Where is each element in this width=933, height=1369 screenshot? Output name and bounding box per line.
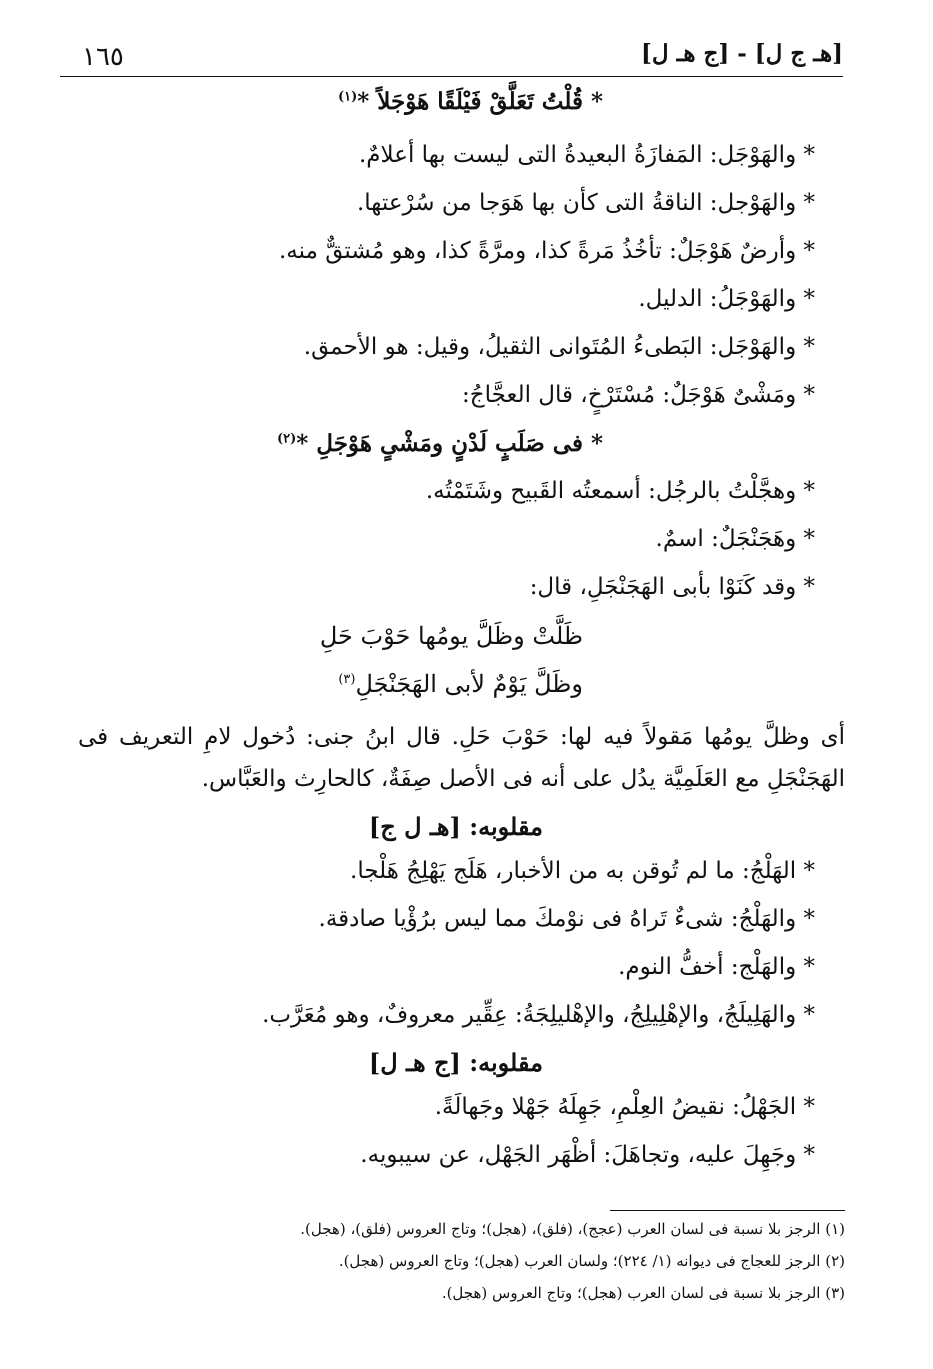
- entry-line: * والهَوْجَل: البَطىءُ المُتَوانى الثقيلُ، وقيل: هو الأحمق.: [303, 334, 815, 360]
- entry-line: * وجَهِلَ عليه، وتجاهَلَ: أظْهَر الجَهْل، عن سيبويه.: [360, 1142, 815, 1168]
- poem-verse: [338, 670, 583, 698]
- poem-verse: ظَلَّتْ وظَلَّ يومُها حَوْبَ حَلِ: [319, 622, 583, 650]
- entry-line: * ومَشْىٌ هَوْجَلٌ: مُسْتَرْخٍ، قال العجَّاجُ:: [462, 382, 815, 408]
- paragraph: أى وظلَّ يومُها مَقولاً فيه لها: حَوْبَ حَلِ. قال ابنُ جنى: دُخول لامِ التعريف فى الهَجَنْجَلِ مع العَلَمِيَّة يدُل على أنه فى الأصل صِفَةٌ، كالحارِث والعَبَّاس.: [78, 724, 845, 792]
- footnote-divider: [610, 1210, 845, 1211]
- running-head: [هـ ج ل] - [ج هـ ل]: [641, 40, 843, 67]
- entry-line: * الهَلْجُ: ما لم تُوقن به من الأخبار، هَلَج يَهْلِجُ هَلْجا.: [350, 858, 815, 884]
- page-header: [60, 36, 843, 77]
- entry-line: * وقد كَنَوْا بأبى الهَجَنْجَلِ، قال:: [529, 574, 815, 600]
- verse-text: * قُلْتُ تَعَلَّقْ فَيْلَقًا هَوْجَلاً *: [357, 88, 603, 115]
- footnote: (١) الرجز بلا نسبة فى لسان العرب (عجج)، (فلق)، (هجل)؛ وتاج العروس (فلق)، (هجل).: [300, 1220, 845, 1238]
- entry-line: * وهجَّلْتُ بالرجُل: أسمعتُه القَبيح وشَتَمْتُه.: [425, 478, 815, 504]
- footnote: (٢) الرجز للعجاج فى ديوانه (١/ ٢٢٤)؛ ولسان العرب (هجل)؛ وتاج العروس (هجل).: [338, 1252, 845, 1270]
- page-number: ١٦٥: [82, 42, 124, 72]
- footnote-ref: (٣): [338, 672, 356, 687]
- entry-line: * الجَهْلُ: نقيضُ العِلْمِ، جَهِلَهُ جَهْلا وجَهالَةً.: [434, 1094, 815, 1120]
- entry-line: * والهَلِيلَجُ، والإهْلِيلِجُ، والإهْليلِجَةُ: عِقِّير معروفٌ، وهو مُعَرَّب.: [262, 1002, 815, 1028]
- footnote-ref: (٢): [276, 431, 297, 447]
- verse-line: [338, 88, 603, 115]
- entry-line: * وهَجَنْجَلٌ: اسمٌ.: [655, 526, 815, 552]
- verse-text: * فى صَلَبٍ لَدْنٍ ومَشْىٍ هَوْجَلِ *: [296, 430, 603, 457]
- footnote-ref: (١): [337, 89, 358, 105]
- entry-line: * والهَلْجُ: شىءٌ تَراهُ فى نوْمكَ مما ليس برُؤْيا صادقة.: [318, 906, 815, 932]
- section-heading: مقلوبه: [هـ ل ج]: [368, 812, 543, 841]
- section-heading: مقلوبه: [ج هـ ل]: [368, 1048, 543, 1077]
- entry-line: * وأرضٌ هَوْجَلٌ: تأخُذُ مَرةً كذا، ومرَّةً كذا، وهو مُشتقٌّ منه.: [279, 238, 815, 264]
- entry-line: * والهَوْجل: الناقةُ التى كأن بها هَوَجا من سُرْعتها.: [356, 190, 815, 216]
- verse-line: [277, 430, 603, 457]
- entry-line: * والهَلْج: أخفُّ النوم.: [618, 954, 815, 980]
- entry-line: * والهَوْجَلُ: الدليل.: [638, 286, 815, 312]
- footnote: (٣) الرجز بلا نسبة فى لسان العرب (هجل)؛ وتاج العروس (هجل).: [441, 1284, 845, 1302]
- entry-line: * والهَوْجَل: المَفازَةُ البعيدةُ التى ليست بها أعلامٌ.: [358, 142, 815, 168]
- verse-text: وظَلَّ يَوْمٌ لأبى الهَجَنْجَلِ: [355, 670, 583, 698]
